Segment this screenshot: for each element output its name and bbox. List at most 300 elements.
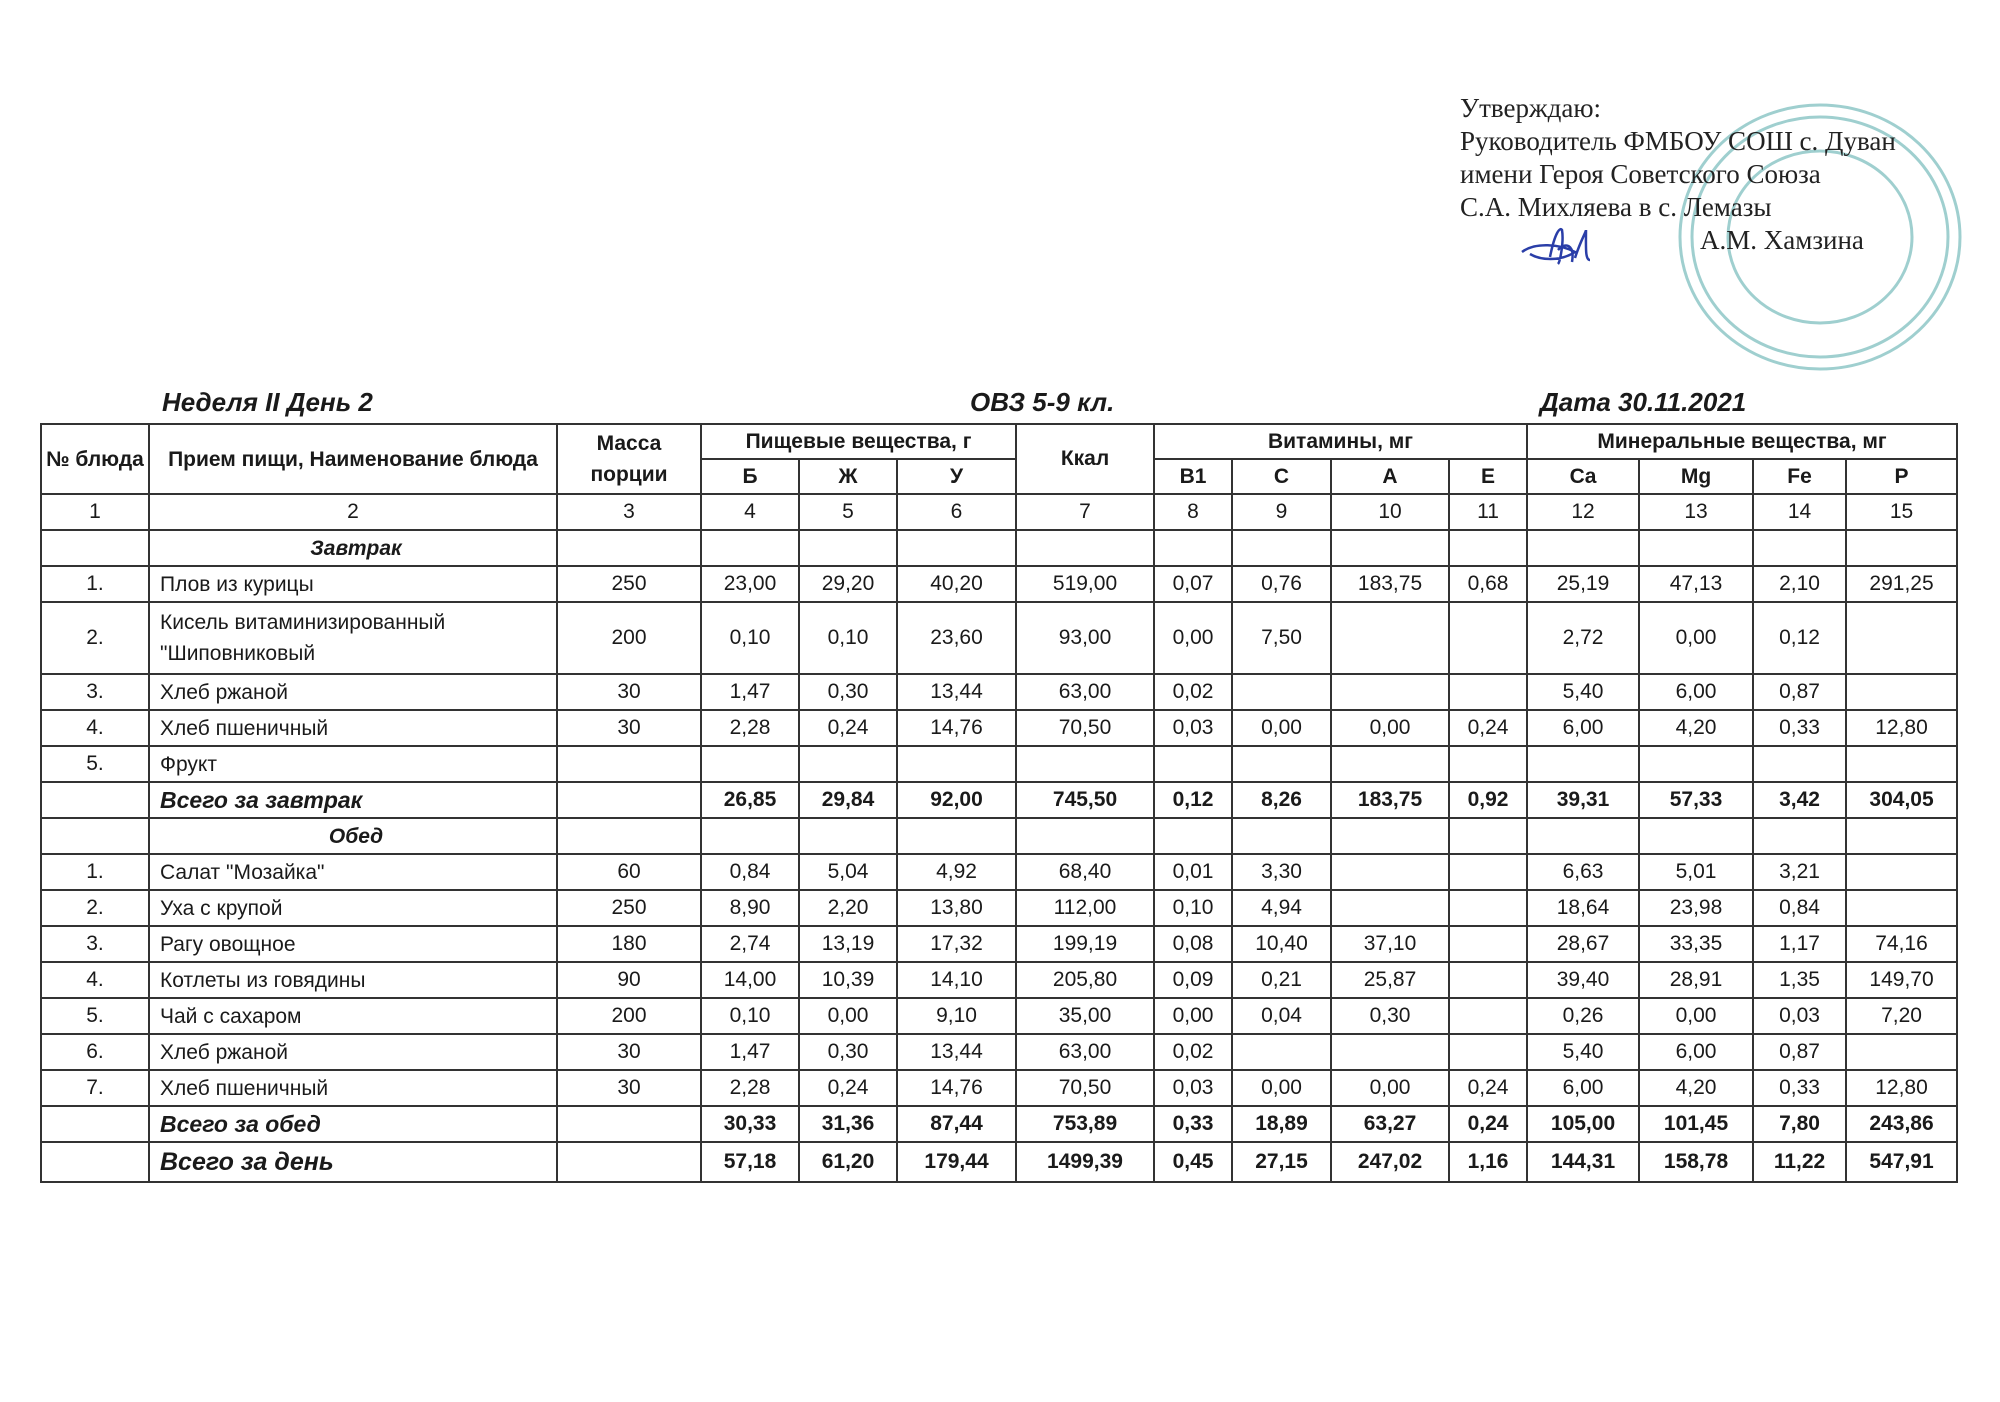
header-minerals: Минеральные вещества, мг <box>1527 424 1957 459</box>
value-cell: 0,21 <box>1232 962 1331 998</box>
dish-name: Фрукт <box>149 746 557 782</box>
dish-number <box>41 1106 149 1142</box>
value-cell: 0,92 <box>1449 782 1527 818</box>
column-number: 11 <box>1449 494 1527 530</box>
table-row <box>41 1034 1957 1070</box>
value-cell: 2,20 <box>799 890 897 926</box>
value-cell <box>1639 818 1753 854</box>
dish-name: Всего за завтрак <box>149 782 557 818</box>
dish-number <box>41 1142 149 1182</box>
approval-position: Руководитель ФМБОУ СОШ с. Дуван <box>1460 126 1896 156</box>
value-cell: 47,13 <box>1639 566 1753 602</box>
value-cell: 10,40 <box>1232 926 1331 962</box>
value-cell: 0,68 <box>1449 566 1527 602</box>
value-cell <box>1846 602 1957 674</box>
dish-name: Обед <box>149 818 557 854</box>
value-cell: 753,89 <box>1016 1106 1154 1142</box>
menu-titles <box>40 387 1956 421</box>
value-cell: 0,84 <box>701 854 799 890</box>
value-cell: 10,39 <box>799 962 897 998</box>
value-cell: 0,03 <box>1154 710 1232 746</box>
portion-mass <box>557 782 701 818</box>
value-cell <box>1846 1034 1957 1070</box>
value-cell: 0,30 <box>799 674 897 710</box>
dish-number <box>41 782 149 818</box>
column-number-row <box>41 494 1957 530</box>
date-title: Дата 30.11.2021 <box>1540 387 1747 417</box>
value-cell: 304,05 <box>1846 782 1957 818</box>
column-number: 3 <box>557 494 701 530</box>
value-cell: 63,27 <box>1331 1106 1449 1142</box>
value-cell: 547,91 <box>1846 1142 1957 1182</box>
value-cell: 0,30 <box>1331 998 1449 1034</box>
value-cell: 40,20 <box>897 566 1016 602</box>
value-cell: 0,10 <box>701 998 799 1034</box>
value-cell: 745,50 <box>1016 782 1154 818</box>
dish-name: Рагу овощное <box>149 926 557 962</box>
value-cell <box>1846 818 1957 854</box>
value-cell: 57,18 <box>701 1142 799 1182</box>
dish-name: Салат "Мозайка" <box>149 854 557 890</box>
value-cell <box>1232 746 1331 782</box>
total-row <box>41 1142 1957 1182</box>
dish-name: Всего за день <box>149 1142 557 1182</box>
header-ca: Ca <box>1527 459 1639 494</box>
meal-section-row <box>41 818 1957 854</box>
value-cell <box>1449 962 1527 998</box>
value-cell <box>1753 818 1846 854</box>
value-cell: 7,20 <box>1846 998 1957 1034</box>
value-cell: 87,44 <box>897 1106 1016 1142</box>
value-cell <box>1449 998 1527 1034</box>
value-cell <box>1639 530 1753 566</box>
value-cell: 0,09 <box>1154 962 1232 998</box>
value-cell <box>1232 1034 1331 1070</box>
value-cell <box>1639 746 1753 782</box>
value-cell: 0,10 <box>1154 890 1232 926</box>
value-cell: 0,24 <box>1449 1070 1527 1106</box>
value-cell: 0,12 <box>1154 782 1232 818</box>
value-cell <box>701 530 799 566</box>
value-cell: 112,00 <box>1016 890 1154 926</box>
header-e: E <box>1449 459 1527 494</box>
portion-mass: 200 <box>557 998 701 1034</box>
value-cell <box>1449 530 1527 566</box>
value-cell: 9,10 <box>897 998 1016 1034</box>
dish-name: Хлеб пшеничный <box>149 1070 557 1106</box>
dish-number: 1. <box>41 854 149 890</box>
value-cell: 6,63 <box>1527 854 1639 890</box>
value-cell: 29,84 <box>799 782 897 818</box>
value-cell <box>1154 746 1232 782</box>
value-cell: 0,45 <box>1154 1142 1232 1182</box>
value-cell <box>1016 746 1154 782</box>
value-cell: 291,25 <box>1846 566 1957 602</box>
value-cell: 18,89 <box>1232 1106 1331 1142</box>
value-cell <box>1846 854 1957 890</box>
dish-name: Хлеб пшеничный <box>149 710 557 746</box>
value-cell <box>1527 746 1639 782</box>
value-cell: 4,94 <box>1232 890 1331 926</box>
value-cell: 0,10 <box>799 602 897 674</box>
value-cell: 23,00 <box>701 566 799 602</box>
value-cell: 30,33 <box>701 1106 799 1142</box>
value-cell: 0,87 <box>1753 674 1846 710</box>
dish-number: 4. <box>41 710 149 746</box>
column-number: 12 <box>1527 494 1639 530</box>
value-cell: 33,35 <box>1639 926 1753 962</box>
value-cell <box>897 818 1016 854</box>
value-cell: 12,80 <box>1846 710 1957 746</box>
portion-mass <box>557 1142 701 1182</box>
portion-mass <box>557 530 701 566</box>
value-cell: 105,00 <box>1527 1106 1639 1142</box>
value-cell: 14,76 <box>897 1070 1016 1106</box>
column-number: 9 <box>1232 494 1331 530</box>
dish-name: Хлеб ржаной <box>149 1034 557 1070</box>
value-cell: 57,33 <box>1639 782 1753 818</box>
value-cell: 17,32 <box>897 926 1016 962</box>
table-row <box>41 998 1957 1034</box>
value-cell: 183,75 <box>1331 566 1449 602</box>
value-cell: 92,00 <box>897 782 1016 818</box>
header-kcal: Ккал <box>1016 424 1154 494</box>
dish-name: Плов из курицы <box>149 566 557 602</box>
value-cell: 8,26 <box>1232 782 1331 818</box>
value-cell: 0,00 <box>1639 602 1753 674</box>
value-cell: 0,30 <box>799 1034 897 1070</box>
value-cell: 70,50 <box>1016 1070 1154 1106</box>
meal-section-row <box>41 530 1957 566</box>
column-number: 10 <box>1331 494 1449 530</box>
value-cell <box>1449 926 1527 962</box>
group-title: ОВЗ 5-9 кл. <box>970 387 1115 417</box>
column-number: 4 <box>701 494 799 530</box>
value-cell <box>799 746 897 782</box>
approval-heading: Утверждаю: <box>1460 93 1602 123</box>
value-cell <box>1232 530 1331 566</box>
dish-name: Завтрак <box>149 530 557 566</box>
value-cell: 13,19 <box>799 926 897 962</box>
value-cell: 8,90 <box>701 890 799 926</box>
total-row <box>41 1106 1957 1142</box>
dish-name: Хлеб ржаной <box>149 674 557 710</box>
value-cell: 4,92 <box>897 854 1016 890</box>
value-cell: 5,01 <box>1639 854 1753 890</box>
value-cell: 25,87 <box>1331 962 1449 998</box>
header-fat: Ж <box>799 459 897 494</box>
value-cell: 0,00 <box>1154 998 1232 1034</box>
value-cell: 29,20 <box>799 566 897 602</box>
value-cell: 39,31 <box>1527 782 1639 818</box>
value-cell <box>1449 890 1527 926</box>
dish-number: 3. <box>41 926 149 962</box>
value-cell <box>1449 602 1527 674</box>
value-cell <box>1449 674 1527 710</box>
table-row <box>41 1070 1957 1106</box>
value-cell: 13,80 <box>897 890 1016 926</box>
value-cell: 12,80 <box>1846 1070 1957 1106</box>
value-cell: 4,20 <box>1639 1070 1753 1106</box>
value-cell: 7,50 <box>1232 602 1331 674</box>
portion-mass <box>557 1106 701 1142</box>
value-cell: 1,47 <box>701 674 799 710</box>
value-cell: 0,33 <box>1154 1106 1232 1142</box>
value-cell <box>897 530 1016 566</box>
value-cell <box>1449 818 1527 854</box>
value-cell: 0,10 <box>701 602 799 674</box>
column-number: 1 <box>41 494 149 530</box>
value-cell: 1,17 <box>1753 926 1846 962</box>
value-cell <box>1753 530 1846 566</box>
value-cell <box>1232 674 1331 710</box>
value-cell: 0,02 <box>1154 1034 1232 1070</box>
menu-table <box>40 423 1958 1183</box>
value-cell: 5,04 <box>799 854 897 890</box>
header-nutrients: Пищевые вещества, г <box>701 424 1016 459</box>
header-row <box>41 424 1957 459</box>
portion-mass: 250 <box>557 566 701 602</box>
portion-mass <box>557 746 701 782</box>
value-cell: 2,74 <box>701 926 799 962</box>
value-cell: 14,10 <box>897 962 1016 998</box>
column-number: 14 <box>1753 494 1846 530</box>
table-row <box>41 746 1957 782</box>
table-row <box>41 602 1957 674</box>
value-cell: 0,26 <box>1527 998 1639 1034</box>
header-protein: Б <box>701 459 799 494</box>
dish-name: Кисель витаминизированный "Шиповниковый <box>149 602 557 674</box>
approval-school-name-cont: С.А. Михляева в с. Лемазы <box>1460 192 1772 222</box>
dish-name: Чай с сахаром <box>149 998 557 1034</box>
value-cell: 247,02 <box>1331 1142 1449 1182</box>
value-cell <box>1449 1034 1527 1070</box>
value-cell: 0,07 <box>1154 566 1232 602</box>
value-cell: 144,31 <box>1527 1142 1639 1182</box>
value-cell: 28,67 <box>1527 926 1639 962</box>
dish-number: 1. <box>41 566 149 602</box>
value-cell: 1499,39 <box>1016 1142 1154 1182</box>
value-cell: 27,15 <box>1232 1142 1331 1182</box>
approval-signer: А.М. Хамзина <box>1700 225 1864 255</box>
value-cell: 0,00 <box>1232 1070 1331 1106</box>
value-cell: 74,16 <box>1846 926 1957 962</box>
value-cell: 0,00 <box>1639 998 1753 1034</box>
column-number: 6 <box>897 494 1016 530</box>
portion-mass: 180 <box>557 926 701 962</box>
header-carbs: У <box>897 459 1016 494</box>
value-cell: 0,24 <box>1449 1106 1527 1142</box>
value-cell: 0,08 <box>1154 926 1232 962</box>
header-mg: Mg <box>1639 459 1753 494</box>
value-cell: 0,00 <box>1331 710 1449 746</box>
value-cell: 0,76 <box>1232 566 1331 602</box>
value-cell: 63,00 <box>1016 1034 1154 1070</box>
header-dish-name: Прием пищи, Наименование блюда <box>149 424 557 494</box>
value-cell: 0,12 <box>1753 602 1846 674</box>
value-cell: 39,40 <box>1527 962 1639 998</box>
table-row <box>41 566 1957 602</box>
value-cell: 23,98 <box>1639 890 1753 926</box>
value-cell <box>701 746 799 782</box>
value-cell: 11,22 <box>1753 1142 1846 1182</box>
header-vitamins: Витамины, мг <box>1154 424 1527 459</box>
dish-number: 5. <box>41 998 149 1034</box>
value-cell: 5,40 <box>1527 674 1639 710</box>
value-cell <box>1331 854 1449 890</box>
value-cell: 101,45 <box>1639 1106 1753 1142</box>
value-cell: 4,20 <box>1639 710 1753 746</box>
value-cell <box>1331 530 1449 566</box>
value-cell <box>1331 890 1449 926</box>
dish-number: 3. <box>41 674 149 710</box>
value-cell <box>1154 530 1232 566</box>
value-cell: 3,42 <box>1753 782 1846 818</box>
value-cell: 0,01 <box>1154 854 1232 890</box>
portion-mass: 200 <box>557 602 701 674</box>
portion-mass: 30 <box>557 1070 701 1106</box>
dish-name: Уха с крупой <box>149 890 557 926</box>
value-cell: 28,91 <box>1639 962 1753 998</box>
value-cell <box>1016 530 1154 566</box>
value-cell: 0,03 <box>1753 998 1846 1034</box>
value-cell <box>1331 1034 1449 1070</box>
value-cell: 205,80 <box>1016 962 1154 998</box>
value-cell <box>1846 890 1957 926</box>
value-cell: 179,44 <box>897 1142 1016 1182</box>
value-cell: 31,36 <box>799 1106 897 1142</box>
value-cell: 0,84 <box>1753 890 1846 926</box>
column-number: 2 <box>149 494 557 530</box>
column-number: 13 <box>1639 494 1753 530</box>
table-row <box>41 674 1957 710</box>
column-number: 7 <box>1016 494 1154 530</box>
value-cell <box>701 818 799 854</box>
value-cell <box>1331 602 1449 674</box>
value-cell: 61,20 <box>799 1142 897 1182</box>
dish-number: 4. <box>41 962 149 998</box>
value-cell: 26,85 <box>701 782 799 818</box>
portion-mass: 30 <box>557 710 701 746</box>
value-cell <box>799 818 897 854</box>
value-cell <box>1846 674 1957 710</box>
value-cell: 14,00 <box>701 962 799 998</box>
value-cell: 6,00 <box>1527 710 1639 746</box>
value-cell <box>897 746 1016 782</box>
value-cell: 1,35 <box>1753 962 1846 998</box>
value-cell <box>1527 530 1639 566</box>
value-cell: 6,00 <box>1639 1034 1753 1070</box>
value-cell: 243,86 <box>1846 1106 1957 1142</box>
value-cell: 2,72 <box>1527 602 1639 674</box>
approval-school-name: имени Героя Советского Союза <box>1460 159 1821 189</box>
value-cell: 25,19 <box>1527 566 1639 602</box>
header-b1: B1 <box>1154 459 1232 494</box>
menu-table-body <box>41 530 1957 1182</box>
table-row <box>41 926 1957 962</box>
approval-block <box>1460 92 1896 257</box>
dish-name: Всего за обед <box>149 1106 557 1142</box>
portion-mass: 60 <box>557 854 701 890</box>
value-cell <box>1846 530 1957 566</box>
total-row <box>41 782 1957 818</box>
value-cell: 5,40 <box>1527 1034 1639 1070</box>
header-fe: Fe <box>1753 459 1846 494</box>
value-cell: 35,00 <box>1016 998 1154 1034</box>
table-row <box>41 890 1957 926</box>
value-cell <box>799 530 897 566</box>
value-cell <box>1753 746 1846 782</box>
value-cell: 0,00 <box>1154 602 1232 674</box>
dish-number: 7. <box>41 1070 149 1106</box>
value-cell <box>1331 746 1449 782</box>
column-number: 8 <box>1154 494 1232 530</box>
value-cell: 0,24 <box>799 1070 897 1106</box>
table-row <box>41 962 1957 998</box>
value-cell <box>1232 818 1331 854</box>
value-cell: 3,30 <box>1232 854 1331 890</box>
value-cell <box>1449 746 1527 782</box>
table-row <box>41 854 1957 890</box>
value-cell <box>1331 674 1449 710</box>
portion-mass <box>557 818 701 854</box>
value-cell: 0,24 <box>1449 710 1527 746</box>
value-cell: 0,00 <box>1232 710 1331 746</box>
value-cell: 2,28 <box>701 710 799 746</box>
value-cell: 23,60 <box>897 602 1016 674</box>
dish-number: 5. <box>41 746 149 782</box>
value-cell <box>1846 746 1957 782</box>
dish-number: 2. <box>41 890 149 926</box>
dish-number <box>41 818 149 854</box>
value-cell: 18,64 <box>1527 890 1639 926</box>
value-cell: 2,10 <box>1753 566 1846 602</box>
value-cell: 199,19 <box>1016 926 1154 962</box>
header-dish-number: № блюда <box>41 424 149 494</box>
value-cell: 0,33 <box>1753 1070 1846 1106</box>
column-number: 5 <box>799 494 897 530</box>
column-number: 15 <box>1846 494 1957 530</box>
value-cell: 183,75 <box>1331 782 1449 818</box>
value-cell: 63,00 <box>1016 674 1154 710</box>
value-cell: 0,04 <box>1232 998 1331 1034</box>
value-cell: 2,28 <box>701 1070 799 1106</box>
value-cell: 0,03 <box>1154 1070 1232 1106</box>
value-cell: 7,80 <box>1753 1106 1846 1142</box>
header-mass: Масса порции <box>557 424 701 494</box>
portion-mass: 30 <box>557 674 701 710</box>
portion-mass: 30 <box>557 1034 701 1070</box>
value-cell: 93,00 <box>1016 602 1154 674</box>
value-cell: 13,44 <box>897 674 1016 710</box>
value-cell: 0,00 <box>1331 1070 1449 1106</box>
table-row <box>41 710 1957 746</box>
value-cell: 0,87 <box>1753 1034 1846 1070</box>
portion-mass: 90 <box>557 962 701 998</box>
header-c: C <box>1232 459 1331 494</box>
header-p: P <box>1846 459 1957 494</box>
value-cell <box>1154 818 1232 854</box>
value-cell: 0,33 <box>1753 710 1846 746</box>
dish-name: Котлеты из говядины <box>149 962 557 998</box>
portion-mass: 250 <box>557 890 701 926</box>
dish-number <box>41 530 149 566</box>
value-cell: 6,00 <box>1639 674 1753 710</box>
value-cell: 1,16 <box>1449 1142 1527 1182</box>
value-cell: 70,50 <box>1016 710 1154 746</box>
dish-number: 6. <box>41 1034 149 1070</box>
value-cell: 13,44 <box>897 1034 1016 1070</box>
